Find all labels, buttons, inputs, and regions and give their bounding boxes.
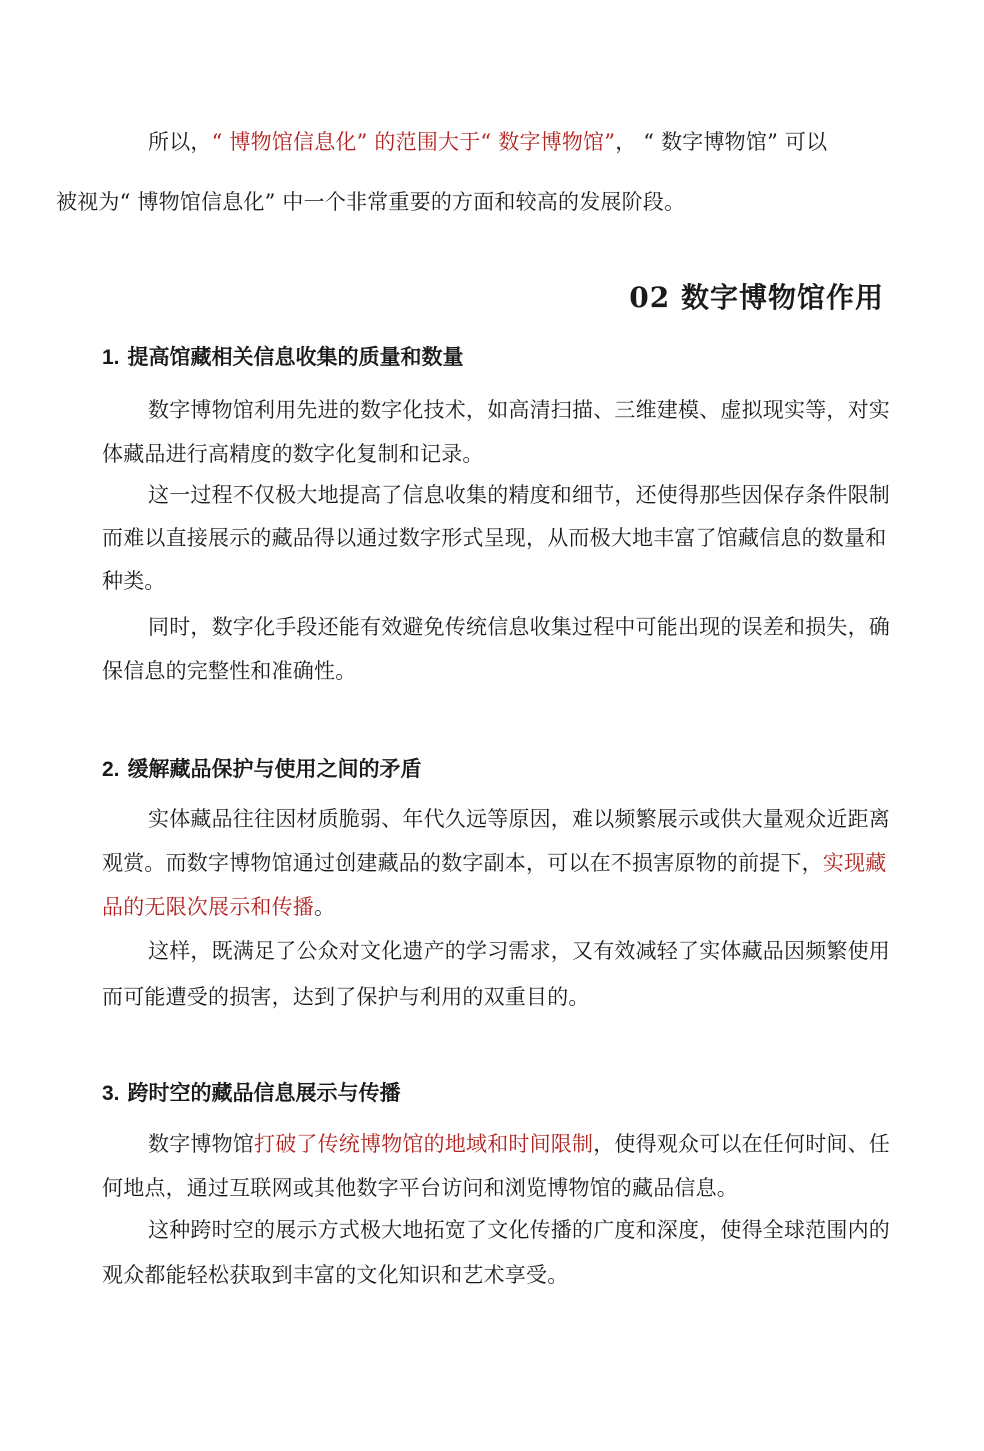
- section-1-paragraph-1: 数字博物馆利用先进的数字化技术，如高清扫描、三维建模、虚拟现实等，对实体藏品进行高精度的数字化复制和记录。: [102, 398, 890, 466]
- section-1-paragraph-3: 同时，数字化手段还能有效避免传统信息收集过程中可能出现的误差和损失，确保信息的完整性和准确性。: [102, 615, 890, 683]
- section-3-heading-text: 跨时空的藏品信息展示与传播: [127, 1081, 401, 1105]
- section-2-heading-text: 缓解藏品保护与使用之间的矛盾: [127, 757, 422, 781]
- intro-text-red: “ 博物馆信息化” 的范围大于“ 数字博物馆”: [211, 130, 616, 154]
- section-3-text-b: ，使得观众可以在任何时间、任何地点，通过互联网或其他数字平台访问和浏览博物馆的藏品信息。: [102, 1132, 891, 1200]
- section-3-heading: [102, 1077, 401, 1107]
- section-title: 02 数字博物馆作用: [629, 281, 884, 314]
- section-1-heading-text: 提高馆藏相关信息收集的质量和数量: [127, 345, 464, 369]
- section-2-heading: [102, 753, 422, 783]
- section-3-text-a: 数字博物馆: [148, 1132, 254, 1156]
- section-1-number: 1.: [102, 346, 120, 369]
- section-2-number: 2.: [102, 758, 120, 781]
- section-3-paragraph-2: 这种跨时空的展示方式极大地拓宽了文化传播的广度和深度，使得全球范围内的观众都能轻松获取到丰富的文化知识和艺术享受。: [102, 1218, 890, 1287]
- section-3-number: 3.: [102, 1082, 120, 1105]
- section-3-text-red: 打破了传统博物馆的地域和时间限制: [254, 1132, 594, 1156]
- section-2-paragraph-2: 这样，既满足了公众对文化遗产的学习需求，又有效减轻了实体藏品因频繁使用而可能遭受的损害，达到了保护与利用的双重目的。: [102, 939, 890, 1009]
- section-2-text-b: 。: [314, 895, 336, 919]
- intro-text-a: 所以，: [148, 130, 212, 154]
- intro-paragraph: [56, 112, 892, 232]
- intro-text-b: ， “ 数字博物馆” 可以: [615, 130, 828, 154]
- section-3-paragraph-1: [102, 1122, 892, 1210]
- section-2-text-red: 实现藏品的无限次展示和传播: [102, 851, 887, 919]
- intro-text-line2: 被视为“ 博物馆信息化” 中一个非常重要的方面和较高的发展阶段。: [56, 190, 686, 214]
- section-1-paragraph-2: 这一过程不仅极大地提高了信息收集的精度和细节，还使得那些因保存条件限制而难以直接展示的藏品得以通过数字形式呈现，从而极大地丰富了馆藏信息的数量和种类。: [102, 483, 890, 593]
- section-2-paragraph-1: [102, 797, 892, 929]
- section-1-heading: [102, 341, 464, 371]
- section-2-text-a: 实体藏品往往因材质脆弱、年代久远等原因，难以频繁展示或供大量观众近距离观赏。而数字博物馆通过创建藏品的数字副本，可以在不损害原物的前提下，: [102, 807, 890, 875]
